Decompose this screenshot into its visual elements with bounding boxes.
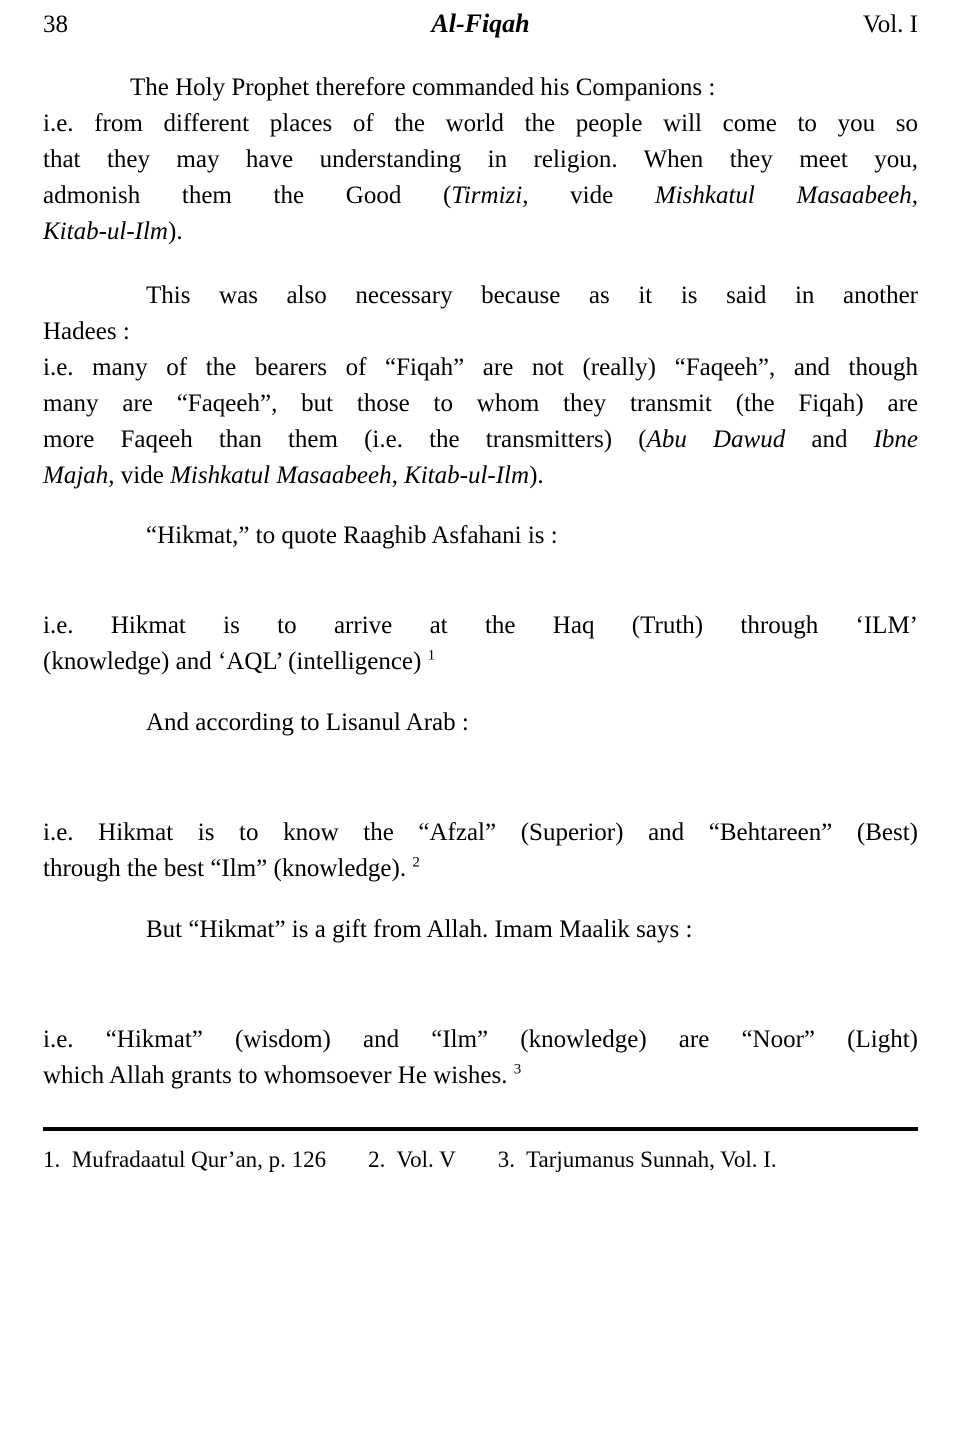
footnotes-row: [43, 1144, 918, 1176]
paragraph-gift-from-allah: [43, 912, 918, 948]
text-line: [43, 644, 918, 680]
text-line: i.e. Hikmat is to know the “Afzal” (Superior) and “Behtareen” (Best): [43, 819, 918, 846]
volume-label: Vol. I: [862, 11, 918, 38]
text-run: ).: [529, 462, 544, 489]
text-line: [43, 178, 918, 214]
text-run-italic: Abu Dawud: [646, 426, 786, 453]
text-run: (knowledge) and ‘AQL’ (intelligence): [43, 648, 428, 675]
text-run: vide: [528, 182, 655, 209]
book-title: Al-Fiqah: [431, 9, 530, 38]
footnote-2: 2. Vol. V: [368, 1146, 456, 1172]
text-line: [43, 422, 918, 458]
paragraph-lisanul-arab: [43, 705, 918, 741]
text-line: that they may have understanding in religion. When they meet you,: [43, 146, 918, 173]
text-line: i.e. Hikmat is to arrive at the Haq (Truth) through ‘ILM’: [43, 612, 918, 639]
footnote-ref-2: 2: [412, 854, 420, 871]
text-run: more Faqeeh than them (i.e. the transmitters) (: [43, 426, 647, 453]
text-line: i.e. “Hikmat” (wisdom) and “Ilm” (knowledge) are “Noor” (Light): [43, 1026, 918, 1053]
paragraph-noor-light: [43, 1022, 918, 1094]
text-run: which Allah grants to whomsoever He wishes.: [43, 1062, 514, 1089]
paragraph-prophet-commanded: [43, 70, 918, 250]
text-run-italic: Mishkatul Masaabeeh, Kitab-ul-Ilm: [170, 462, 530, 489]
text-run-italic: Majah,: [43, 462, 115, 489]
text-line: “Hikmat,” to quote Raaghib Asfahani is :: [146, 522, 558, 549]
text-line: And according to Lisanul Arab :: [146, 709, 469, 736]
footnote-1: 1. Mufradaatul Qur’an, p. 126: [43, 1146, 327, 1172]
text-run: admonish them the Good (: [43, 182, 452, 209]
text-line: [43, 214, 918, 250]
text-line: many are “Faqeeh”, but those to whom they transmit (the Fiqah) are: [43, 390, 918, 417]
paragraph-hikmat-definition: [43, 608, 918, 680]
text-run-italic: Mishkatul Masaabeeh,: [654, 182, 918, 209]
text-line: Hadees :: [43, 318, 130, 345]
paragraph-afzal-behtareen: [43, 815, 918, 887]
text-line: i.e. from different places of the world the people will come to you so: [43, 110, 918, 137]
text-run: ).: [168, 218, 183, 245]
footnote-ref-1: 1: [427, 647, 436, 664]
text-line: But “Hikmat” is a gift from Allah. Imam Maalik says :: [146, 916, 693, 943]
text-line: [43, 458, 918, 494]
page-number: 38: [43, 11, 68, 38]
text-line: This was also necessary because as it is said in another: [146, 282, 918, 309]
text-line: i.e. many of the bearers of “Fiqah” are not (really) “Faqeeh”, and though: [43, 354, 918, 381]
paragraph-another-hadees: [43, 278, 918, 494]
paragraph-hikmat-raaghib: [43, 518, 918, 554]
text-run: vide: [114, 462, 171, 489]
text-run: through the best “Ilm” (knowledge).: [43, 855, 413, 882]
page-body: [43, 70, 918, 1176]
page-header: [43, 6, 918, 43]
footnote-3: 3. Tarjumanus Sunnah, Vol. I.: [497, 1146, 777, 1172]
text-run-italic: Tirmizi,: [451, 182, 529, 209]
text-run-italic: Ibne: [873, 426, 918, 453]
text-line: The Holy Prophet therefore commanded his Companions :: [130, 74, 716, 101]
text-run: and: [785, 426, 874, 453]
footnote-ref-3: 3: [513, 1061, 522, 1078]
text-line: [43, 851, 918, 887]
text-line: [43, 1058, 918, 1094]
text-run-italic: Kitab-ul-Ilm: [43, 218, 168, 245]
footnote-divider: [43, 1127, 918, 1131]
